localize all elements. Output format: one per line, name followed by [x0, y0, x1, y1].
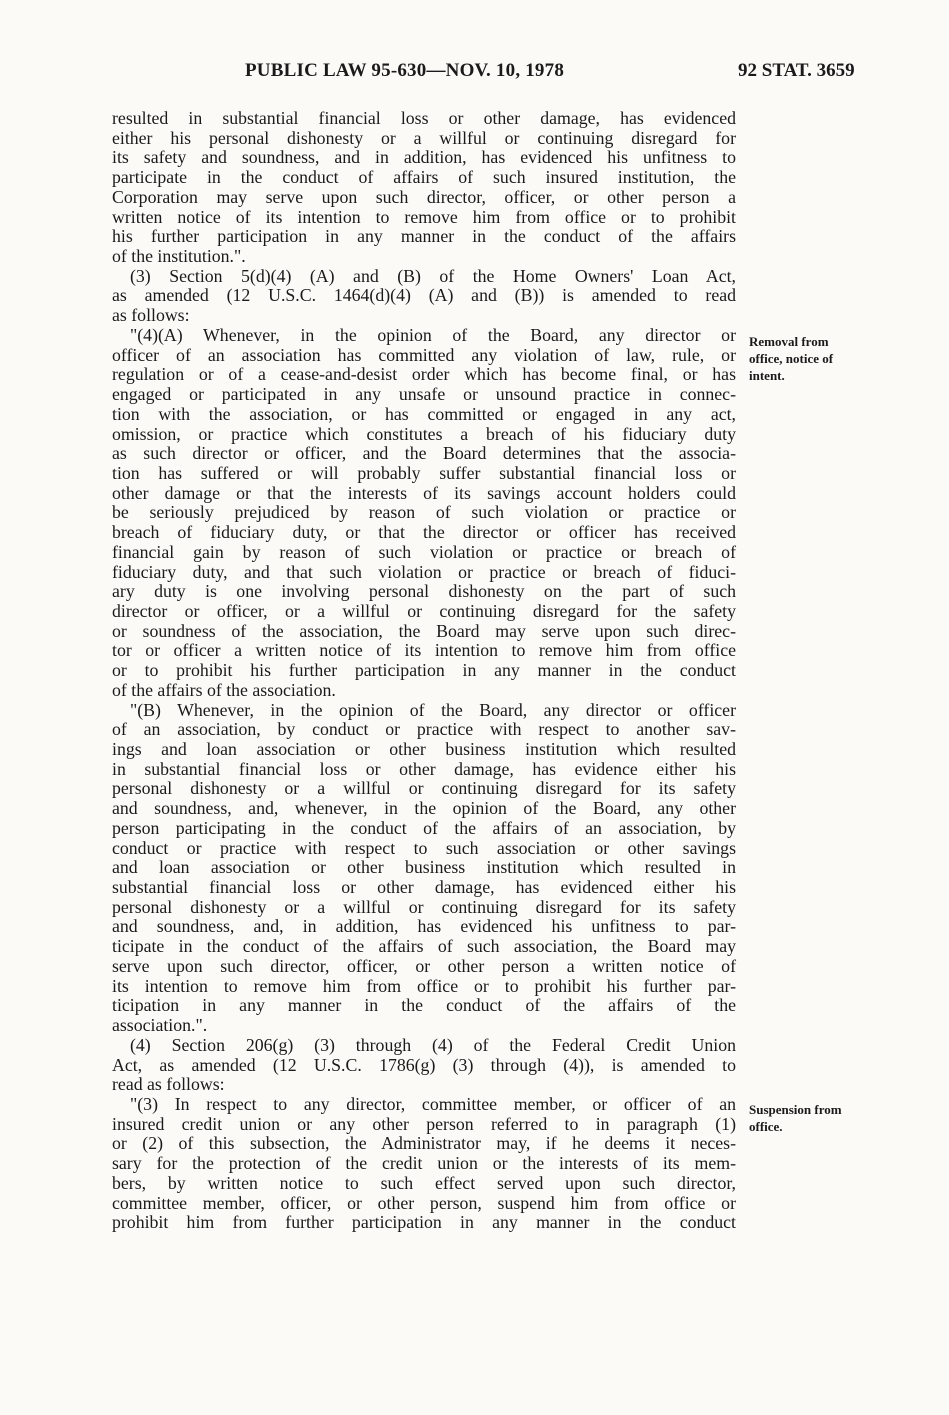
body-line: read as follows:: [112, 1074, 225, 1095]
margin-note-line: intent.: [749, 368, 785, 383]
body-line: officer of an association has committed any violation of law, rule, or: [112, 344, 736, 365]
body-line: ticipation in any manner in the conduct of the affairs of the: [112, 995, 736, 1016]
body-line: his further participation in any manner in the conduct of the affairs: [112, 226, 736, 247]
body-line: either his personal dishonesty or a willful or continuing disregard for: [112, 127, 736, 148]
body-line: of an association, by conduct or practice with respect to another sav-: [112, 719, 736, 740]
body-line: insured credit union or any other person referred to in paragraph (1): [112, 1113, 736, 1134]
body-line: as follows:: [112, 305, 190, 326]
margin-note-suspension: [749, 1101, 842, 1135]
body-line: committee member, officer, or other person, suspend him from office or: [112, 1192, 736, 1213]
body-line: (4) Section 206(g) (3) through (4) of the Federal Credit Union: [130, 1034, 736, 1055]
body-line: omission, or practice which constitutes a breach of his fiduciary duty: [112, 423, 736, 444]
body-line: of the affairs of the association.: [112, 679, 336, 700]
body-line: tion has suffered or will probably suffer substantial financial loss or: [112, 462, 736, 483]
page-header-stat: 92 STAT. 3659: [738, 60, 855, 81]
body-line: or soundness of the association, the Board may serve upon such direc-: [112, 620, 736, 641]
body-line: engaged or participated in any unsafe or unsound practice in connec-: [112, 384, 736, 405]
page-header-title: PUBLIC LAW 95-630—NOV. 10, 1978: [245, 60, 565, 81]
body-line: financial gain by reason of such violation or practice or breach of: [112, 541, 736, 562]
body-line: personal dishonesty or a willful or continuing disregard for its safety: [112, 778, 736, 799]
body-line: prohibit him from further participation in any manner in the conduct: [112, 1212, 736, 1233]
body-line: (3) Section 5(d)(4) (A) and (B) of the Home Owners' Loan Act,: [130, 265, 736, 286]
body-line: Act, as amended (12 U.S.C. 1786(g) (3) through (4)), is amended to: [112, 1054, 736, 1075]
body-line: of the institution.".: [112, 246, 246, 267]
body-line: breach of fiduciary duty, or that the director or officer has received: [112, 522, 736, 543]
body-line: regulation or of a cease-and-desist order which has become final, or has: [112, 364, 736, 385]
body-line: ings and loan association or other business institution which resulted: [112, 739, 736, 759]
body-line: and loan association or other business institution which resulted in: [112, 857, 736, 878]
margin-note-removal: [749, 333, 833, 384]
body-line: or to prohibit his further participation in any manner in the conduct: [112, 660, 736, 681]
body-line: ary duty is one involving personal dishonesty on the part of such: [112, 581, 736, 602]
body-line: sary for the protection of the credit union or the interests of its mem-: [112, 1153, 736, 1174]
margin-note-line: office.: [749, 1119, 783, 1134]
margin-note-line: office, notice of: [749, 351, 834, 366]
body-line: as amended (12 U.S.C. 1464(d)(4) (A) and (B)) is amended to read: [112, 285, 736, 306]
body-line: fiduciary duty, and that such violation or practice or breach of fiduci-: [112, 561, 736, 582]
body-line: serve upon such director, officer, or other person a written notice of: [112, 955, 736, 976]
margin-note-line: Removal from: [749, 334, 829, 349]
body-line: tion with the association, or has committed or engaged in any act,: [112, 403, 736, 424]
body-line: other damage or that the interests of its savings account holders could: [112, 482, 736, 503]
body-line: and soundness, and, whenever, in the opinion of the Board, any other: [112, 798, 736, 819]
body-line: personal dishonesty or a willful or continuing disregard for its safety: [112, 896, 736, 917]
body-line: as such director or officer, and the Board determines that the associa-: [112, 443, 736, 464]
body-line: tor or officer a written notice of its intention to remove him from office: [112, 640, 736, 661]
body-line: substantial financial loss or other damage, has evidenced either his: [112, 877, 736, 898]
body-line: participate in the conduct of affairs of such insured institution, the: [112, 167, 736, 188]
body-line: in substantial financial loss or other damage, has evidence either his: [112, 758, 736, 779]
body-line: or (2) of this subsection, the Administrator may, if he deems it neces-: [112, 1133, 736, 1154]
body-line: "(3) In respect to any director, committee member, or officer of an: [130, 1093, 736, 1114]
body-line: its intention to remove him from office or to prohibit his further par-: [112, 975, 736, 996]
body-line: director or officer, or a willful or continuing disregard for the safety: [112, 600, 736, 621]
body-line: its safety and soundness, and in addition, has evidenced his unfitness to: [112, 147, 736, 168]
body-line: Corporation may serve upon such director, officer, or other person a: [112, 186, 736, 207]
body-line: bers, by written notice to such effect served upon such director,: [112, 1172, 736, 1193]
body-line: person participating in the conduct of the affairs of an association, by: [112, 817, 736, 838]
margin-note-line: Suspension from: [749, 1102, 842, 1117]
body-line: association.".: [112, 1015, 208, 1036]
body-line: ticipate in the conduct of the affairs of such association, the Board may: [112, 936, 736, 957]
body-line: conduct or practice with respect to such association or other savings: [112, 837, 736, 858]
body-line: resulted in substantial financial loss or other damage, has evidenced: [112, 108, 736, 128]
body-line: "(4)(A) Whenever, in the opinion of the Board, any director or: [130, 324, 736, 345]
body-line: be seriously prejudiced by reason of such violation or practice or: [112, 502, 736, 523]
body-line: "(B) Whenever, in the opinion of the Board, any director or officer: [130, 699, 736, 720]
body-text: [112, 109, 736, 1233]
body-line: and soundness, and, in addition, has evidenced his unfitness to par-: [112, 916, 736, 937]
body-line: written notice of its intention to remove him from office or to prohibit: [112, 206, 736, 227]
